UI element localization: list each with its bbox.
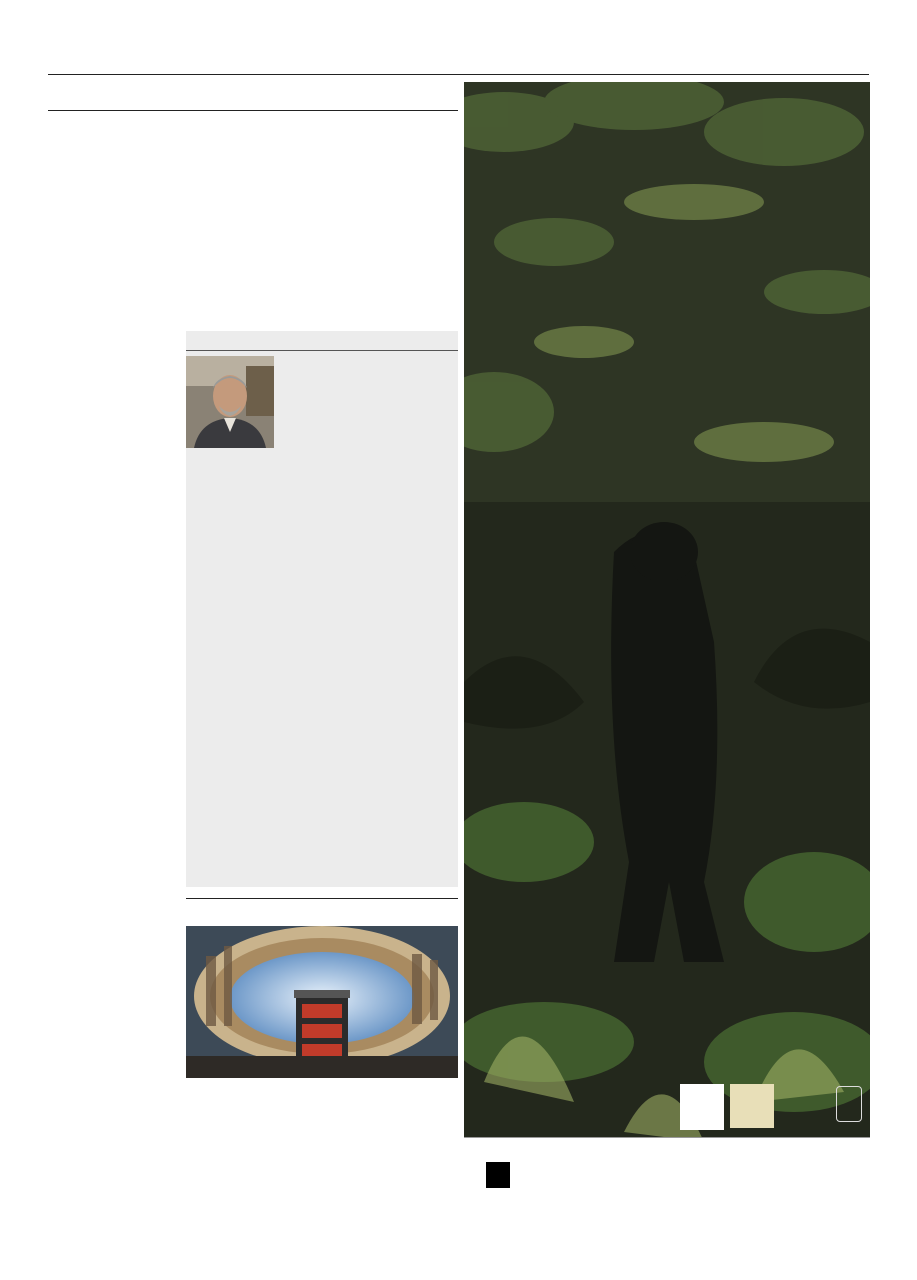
section-rule [48, 110, 458, 111]
top-rule [48, 74, 869, 75]
article-column-3 [326, 186, 458, 326]
muve-logo [680, 1084, 724, 1130]
article-column-1 [48, 186, 179, 1266]
portrait-image [186, 356, 274, 448]
box-rule [186, 350, 458, 351]
lion-emblem-icon [730, 1084, 774, 1128]
ad-painting [464, 82, 870, 1262]
panorama-image [186, 926, 458, 1078]
arte-logo [486, 1162, 510, 1188]
rousseau-advertisement[interactable] [464, 82, 870, 1262]
venezia-crest-icon [836, 1086, 862, 1122]
portrait-photo [186, 356, 274, 448]
box2-rule [186, 898, 458, 899]
article-column-2 [186, 186, 318, 326]
panorama-photo [186, 926, 458, 1078]
